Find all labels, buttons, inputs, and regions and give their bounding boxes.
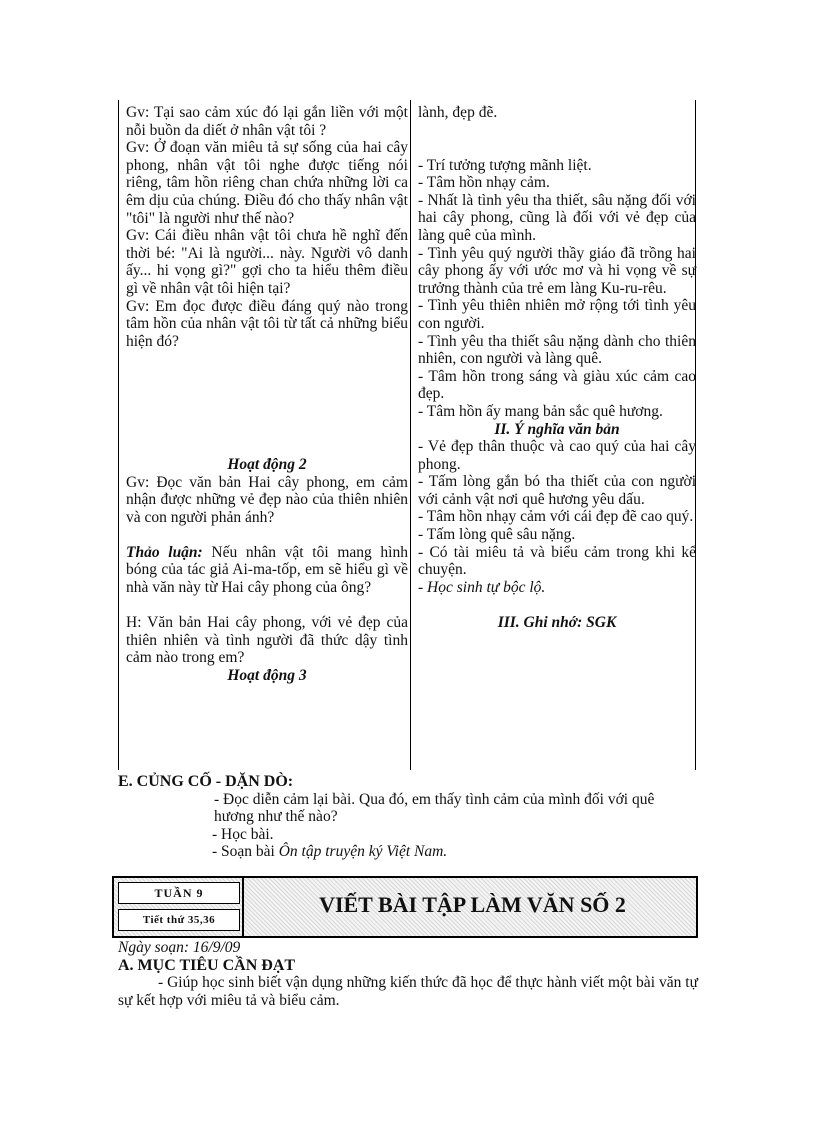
answer-8: - Tâm hồn ấy mang bản sắc quê hương. — [418, 402, 663, 420]
answer-13: - Có tài miêu tả và biểu cảm trong khi kể chuyện. — [418, 543, 696, 579]
lesson-banner — [112, 876, 698, 938]
section-2-heading: II. Ý nghĩa văn bản — [494, 420, 620, 438]
discussion-text: Nếu nhân vật tôi mang hình bóng của tác giả Ai-ma-tốp, em sẽ hiểu gì về nhà văn này từ Hai cây phong của ông? — [126, 543, 408, 597]
answer-14: - Học sinh tự bộc lộ. — [418, 578, 546, 596]
discussion-label: Thảo luận: — [126, 543, 203, 561]
banner-title: VIẾT BÀI TẬP LÀM VĂN SỐ 2 — [319, 892, 626, 917]
section-e-line-3-prefix: - Soạn bài — [212, 843, 279, 861]
lesson-number: Tiết thứ 35,36 — [118, 909, 240, 931]
activity-2-heading: Hoạt động 2 — [227, 455, 307, 473]
section-3-heading: III. Ghi nhớ: SGK — [497, 614, 617, 632]
answer-12: - Tấm lòng quê sâu nặng. — [418, 526, 576, 544]
answer-3: - Nhất là tình yêu tha thiết, sâu nặng đối với hai cây phong, cũng là đối với vẻ đẹp của làng quê của mình. — [418, 191, 696, 244]
section-e-heading: E. CỦNG CỐ - DẶN DÒ: — [118, 773, 294, 790]
answer-6: - Tình yêu tha thiết sâu nặng dành cho thiên nhiên, con người và làng quê. — [418, 332, 696, 368]
discussion — [126, 544, 408, 597]
question-5: Gv: Đọc văn bản Hai cây phong, em cảm nhận được những vẻ đẹp nào của thiên nhiên và con người phản ánh? — [126, 473, 408, 526]
answer-5: - Tình yêu thiên nhiên mở rộng tới tình yêu con người. — [418, 297, 696, 332]
banner-meta — [118, 882, 240, 932]
lesson-table — [118, 100, 696, 770]
preparation-date: Ngày soạn: 16/9/09 — [118, 939, 241, 956]
table-divider — [410, 100, 411, 770]
section-e-line-3-title: Ôn tập truyện ký Việt Nam. — [278, 843, 448, 861]
question-3: Gv: Cái điều nhân vật tôi chưa hề nghĩ đến thời bé: "Ai là người... này. Người vô danh ấy... hi vọng gì?" gợi cho ta hiểu thêm điều gì về nhân vật tôi hiện tại? — [126, 227, 408, 297]
answer-1: - Trí tưởng tượng mãnh liệt. — [418, 156, 592, 174]
answer-10: - Tấm lòng gắn bó tha thiết của con người với cảnh vật nơi quê hương yêu dấu. — [418, 473, 696, 508]
question-4: Gv: Em đọc được điều đáng quý nào trong tâm hồn của nhân vật tôi từ tất cả những biểu hiện đó? — [126, 297, 408, 350]
section-e-line-1: - Đọc diễn cảm lại bài. Qua đó, em thấy tình cảm của mình đối với quê hương như thế nào? — [214, 790, 655, 826]
section-e — [118, 773, 698, 861]
answer-11: - Tâm hồn nhạy cảm với cái đẹp đẽ cao quý. — [418, 508, 694, 526]
answer-2: - Tâm hồn nhạy cảm. — [418, 174, 550, 192]
question-2: Gv: Ở đoạn văn miêu tả sự sống của hai cây phong, nhân vật tôi nghe được tiếng nói riêng, tâm hồn riêng chan chứa những lời ca êm dịu của chúng. Điều đó cho thấy nhân vật "tôi" là người như thế nào? — [126, 139, 408, 227]
answer-9: - Vẻ đẹp thân thuộc và cao quý của hai cây phong. — [418, 438, 696, 473]
lesson-intro — [118, 939, 698, 1009]
student-answers-column — [418, 104, 696, 632]
section-e-line-2: - Học bài. — [212, 825, 274, 843]
banner-divider — [242, 878, 244, 936]
answer-0: lành, đẹp đẽ. — [418, 104, 498, 121]
week-label: TUẦN 9 — [118, 882, 240, 904]
answer-4: - Tình yêu quý người thầy giáo đã trồng hai cây phong ấy với ước mơ và hi vọng về sự trưởng thành của trẻ em làng Ku-ru-rêu. — [418, 244, 696, 297]
objectives-text: - Giúp học sinh biết vận dụng những kiến thức đã học để thực hành viết một bài văn tự sự kết hợp với miêu tả và biểu cảm. — [118, 974, 698, 1009]
teacher-activities-column — [126, 104, 408, 685]
activity-3-heading: Hoạt động 3 — [227, 667, 307, 685]
question-7: H: Văn bản Hai cây phong, với vẻ đẹp của thiên nhiên và tình người đã thức dậy tình cảm nào trong em? — [126, 614, 408, 667]
table-border-left — [118, 100, 119, 770]
answer-7: - Tâm hồn trong sáng và giàu xúc cảm cao đẹp. — [418, 367, 696, 403]
section-e-line-3 — [118, 843, 698, 861]
question-1: Gv: Tại sao cảm xúc đó lại gắn liền với một nỗi buồn da diết ở nhân vật tôi ? — [126, 104, 408, 139]
objectives-heading: A. MỤC TIÊU CẦN ĐẠT — [118, 956, 296, 974]
